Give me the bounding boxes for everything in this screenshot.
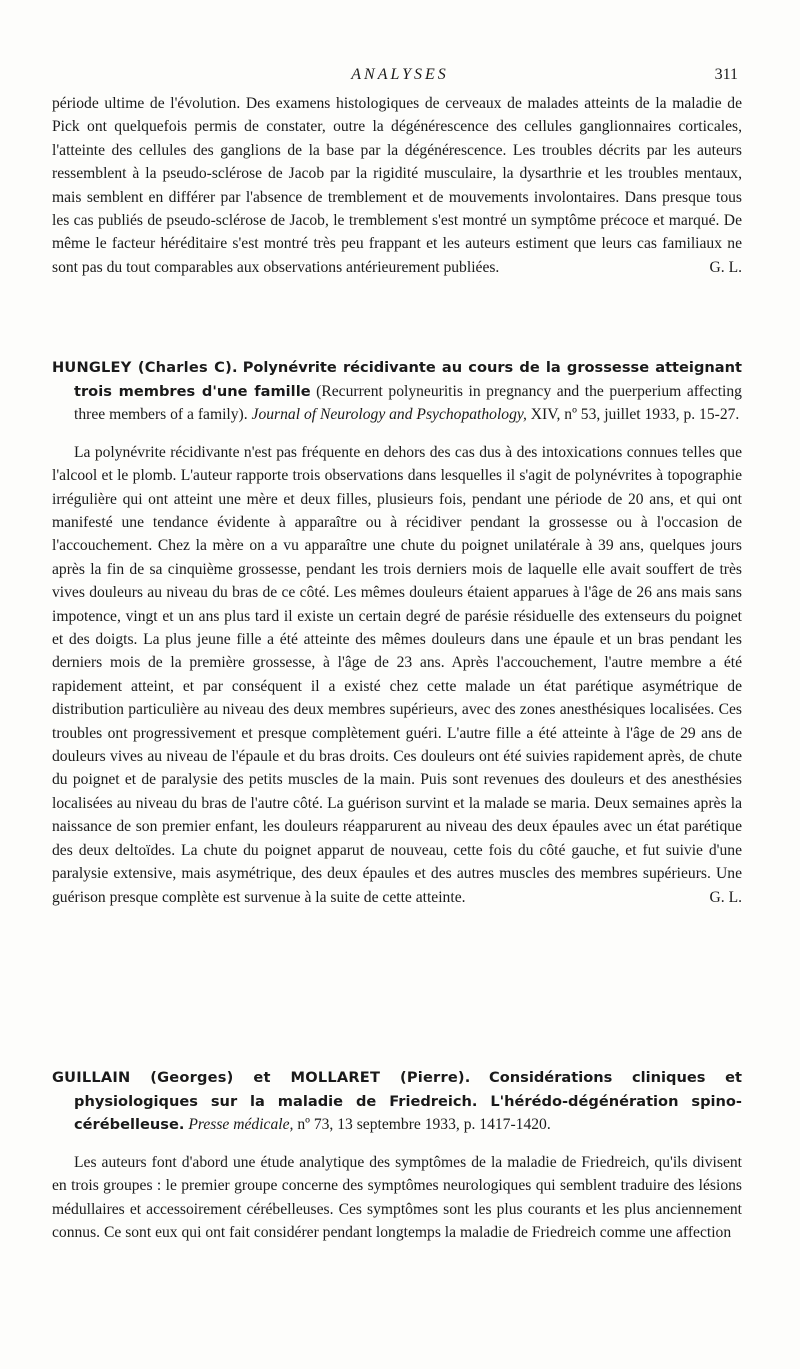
article-hungley-authors: HUNGLEY (Charles C).: [52, 359, 238, 376]
article-guillain: [52, 1066, 742, 1244]
article-hungley-heading: [52, 356, 742, 427]
continuation-text: période ultime de l'évolution. Des examens histologiques de cerveaux de malades atteints de la maladie de Pick ont quelquefois permis de constater, outre la dégénérescence des cellules ganglionnaires corticales, l'atteinte des cellules des ganglions de la base par la dégénérescence. Les troubles décrits par les auteurs ressemblent à la pseudo-sclérose de Jacob par la rigidité musculaire, la dysarthrie et les troubles mentaux, mais semblent en différer par l'absence de tremblement et de mouvements involontaires. Dans presque tous les cas publiés de pseudo-sclérose de Jacob, le tremblement s'est montré un symptôme précoce et marqué. De même le facteur héréditaire s'est montré très peu frappant et les auteurs estiment que leurs cas familiaux ne sont pas du tout comparables aux observations antérieurement publiées.: [52, 95, 742, 276]
article-guillain-citation: nº 73, 13 septembre 1933, p. 1417-1420.: [297, 1116, 551, 1134]
article-hungley-signature: G. L.: [709, 888, 742, 906]
article-hungley-body: [52, 441, 742, 909]
article-guillain-body: [52, 1151, 742, 1245]
page-number: 311: [714, 66, 738, 83]
article-hungley: [52, 356, 742, 909]
article-guillain-journal: Presse médicale,: [188, 1116, 294, 1134]
page-header: [0, 66, 800, 90]
article-hungley-citation: XIV, nº 53, juillet 1933, p. 15-27.: [530, 406, 740, 424]
article-hungley-journal: Journal of Neurology and Psychopathology,: [251, 406, 527, 424]
continuation-section: [52, 92, 742, 279]
article-guillain-title: Considérations cliniques et physiologiques sur la maladie de Friedreich. L'hérédo-dégénération spino-cérébelleuse.: [74, 1069, 742, 1134]
article-hungley-translation: (Recurrent polyneuritis in pregnancy and the puerperium affecting three members of a family).: [74, 382, 742, 424]
continuation-paragraph: [52, 92, 742, 279]
article-guillain-text: Les auteurs font d'abord une étude analytique des symptômes de la maladie de Friedreich, qu'ils divisent en trois groupes : le premier groupe concerne des symptômes neurologiques qui semblent traduire des lésions médullaires et accessoirement cérébelleuses. Ces symptômes sont les plus courants et les plus anciennement connus. Ce sont eux qui ont fait considérer pendant longtemps la maladie de Friedreich comme une affection: [52, 1153, 742, 1241]
running-title: ANALYSES: [351, 66, 449, 83]
article-guillain-heading: [52, 1066, 742, 1137]
article-hungley-text: La polynévrite récidivante n'est pas fréquente en dehors des cas dus à des intoxications connues telles que l'alcool et le plomb. L'auteur rapporte trois observations dans lesquelles il s'agit de polynévrites à topographie irrégulière qui ont atteint une mère et deux filles, plusieurs fois, pendant une période de 20 ans, et qui ont manifesté une tendance évidente à apparaître ou à récidiver pendant la grossesse ou à l'occasion de l'accouchement. Chez la mère on a vu apparaître une chute du poignet unilatérale à 39 ans, quelques jours après la fin de sa cinquième grossesse, pendant les trois derniers mois de laquelle elle avait souffert de très vives douleurs au niveau du bras de ce côté. Les mêmes douleurs étaient apparues à l'âge de 26 ans mais sans impotence, vingt et un ans plus tard il existe un certain degré de parésie résiduelle des extenseurs du poignet et des doigts. La plus jeune fille a été atteinte des mêmes douleurs dans une épaule et un bras pendant les derniers mois de la première grossesse, à l'âge de 23 ans. Après l'accouchement, l'autre membre a été rapidement atteint, et par conséquent il a existé chez cette malade un état parétique asymétrique de distribution particulière au niveau des deux membres supérieurs, avec des zones anesthésiques localisées. Ces troubles ont progressivement et presque complètement guéri. L'autre fille a été atteinte à l'âge de 29 ans de douleurs vives au niveau de l'épaule et du bras droits. Ces douleurs ont été suivies rapidement après, de chute du poignet et de paralysie des petits muscles de la main. Puis sont revenues des douleurs et des anesthésies localisées au niveau du bras de l'autre côté. La guérison survint et la malade se maria. Deux semaines après la naissance de son premier enfant, les douleurs réapparurent au niveau des deux épaules avec un état parétique des deux deltoïdes. La chute du poignet apparut de nouveau, cette fois du côté gauche, et fut suivie d'une paralysie extensive, mais asymétrique, des deux épaules et des autres muscles des membres supérieurs. Une guérison presque complète est survenue à la suite de cette atteinte.: [52, 443, 742, 906]
article-guillain-authors: GUILLAIN (Georges) et MOLLARET (Pierre).: [52, 1069, 471, 1086]
continuation-signature: G. L.: [709, 258, 742, 276]
article-hungley-title: Polynévrite récidivante au cours de la grossesse atteignant trois membres d'une famille: [74, 359, 742, 400]
